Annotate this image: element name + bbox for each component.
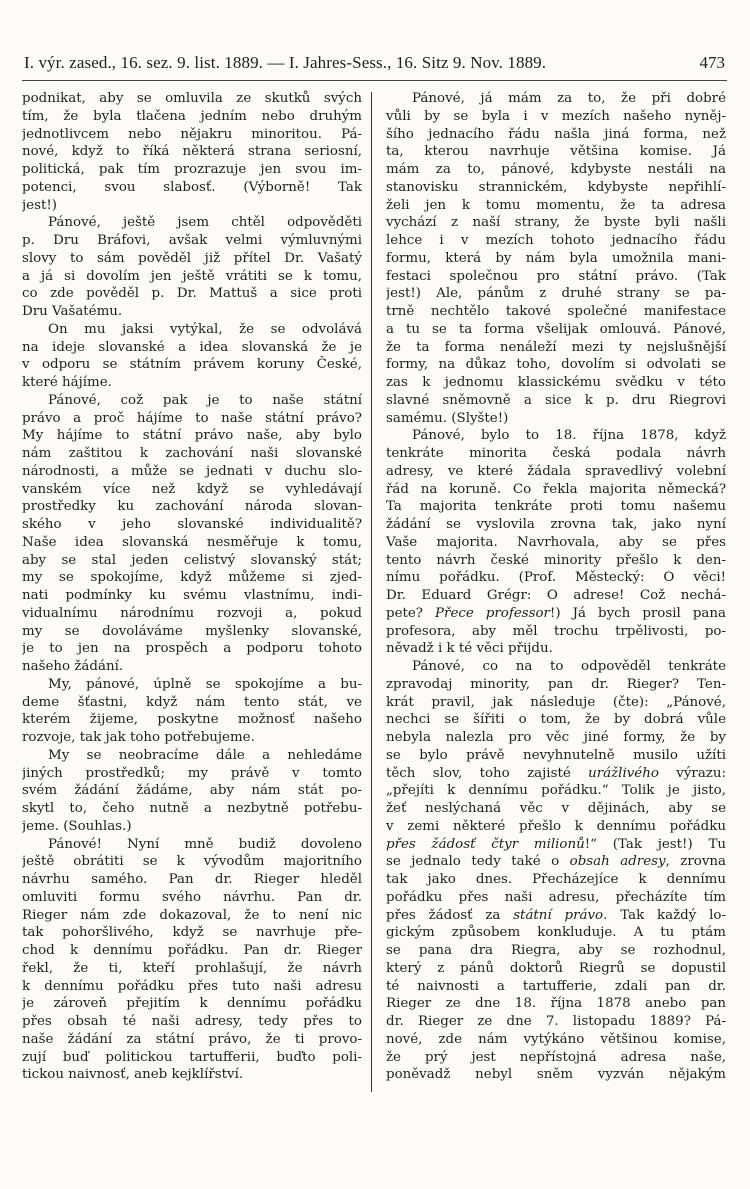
text-line: je zároveň přejitím k dennímu pořádku [22,996,362,1012]
text-segment: se jednalo tedy také o [386,854,570,870]
text-line: a já si dovolím jen ještě vrátiti se k tomu, [22,268,362,284]
text-line [386,853,726,871]
text-line: zují buď politickou tartufferii, buďto poli- [22,1049,362,1065]
text-line: slavné sněmovně a sice k p. dru Riegrovi [386,392,726,408]
text-line: se pana dra Riegra, aby se rozhodnul, [386,943,726,958]
text-line: Vaše majorita. Navrhovala, aby se přes [386,534,726,550]
text-line: tenkráte minorita česká podala návrh [386,446,726,461]
text-line: Pánové! Nyní mně budiž dovoleno [48,836,362,852]
text-line: rozvoje, tak jak toho potřebujeme. [22,730,255,745]
text-line: prostředky ku zachování národa slovan- [22,499,362,515]
text-line: kterém žijeme, poskytne možnosť našeho [22,712,362,728]
text-segment: , zrovna [665,854,726,870]
text-segment: výrazu: [658,765,726,781]
text-line: tak jako dnes. Přecházejíce k dennímu [386,872,726,887]
text-line: šího jednacího řádu našla jiná forma, než [386,126,726,142]
text-segment: přes žádosť za [386,907,514,923]
text-line: podnikat, aby se omluvila ze skutků svých [22,91,362,106]
text-line: formu, která by nám byla umožnila mani- [386,250,726,266]
text-line: národnosti, a může se jednati v duchu slo- [22,463,362,479]
text-line: my se dovoláváme myšlenky slovanské, [22,623,362,639]
page-number: 473 [699,53,725,72]
text-line: jest!) [22,197,57,213]
text-line: Naše idea slovanská nesměřuje k tomu, [22,534,362,550]
text-line: festaci společnou pro státní právo. (Tak [386,268,726,284]
text-line: nímu pořádku. (Prof. Městecký: O věci! [386,570,726,586]
right-column [386,90,726,1084]
text-line: my se spokojíme, když můžeme si zjed- [22,570,362,586]
header-rule [22,80,727,81]
text-line: svém žádání žádáme, aby nám stát po- [22,783,362,799]
text-line: Pánové, bylo to 18. října 1878, když [412,428,726,444]
text-line: jednotlivcem nebo nějakru minoritou. Pá- [22,126,362,142]
text-segment: !“ (Tak jest!) Tu [584,836,726,852]
text-line: které hájíme. [22,375,112,390]
text-line: lehce i v mezích tohoto jednacího řádu [386,233,726,248]
text-line: Dr. Eduard Grégr: O adrese! Což nechá- [386,588,726,603]
text-line: pořádku přes naši adresu, přecházíte tím [386,889,726,905]
text-line: nové, když to říká některá strana seriosní, [22,144,362,160]
text-line: ského v jeho slovanské individualitě? [22,517,362,532]
text-line: potenci, svou slabosť. (Výborně! Tak [22,179,362,195]
text-line: deme šťastni, když nám tento stát, ve [22,694,362,710]
text-line: nechci se šířiti o tom, že by dobrá vůle [386,712,726,728]
text-line: Rieger nám zde dokazoval, že to není nic [22,907,362,923]
italic-text: přes žádosť čtyr milionů [386,836,585,852]
text-segment: pete? [386,605,436,621]
text-line: Pánové, já mám za to, že při dobré [412,91,726,106]
text-line: v zemi některé přešlo k dennímu pořádku [386,818,726,834]
text-line: nové, zde nám vytýkáno většinou komise, [386,1031,726,1047]
text-line: jest!) Ale, pánům z druhé strany se pa- [386,286,726,302]
text-line: krát pravil, jak následuje (čte): „Pánové, [386,694,726,710]
text-line: vanském více než když se vyhledávají [22,481,362,497]
text-line: zpravodaj minority, pan dr. Rieger? Ten- [386,676,726,692]
text-line: aby se stal jeden celistvý slovanský stát; [22,552,362,568]
text-line: řekl, že ti, kteří prohlašují, že návrh [22,960,362,976]
text-line: vidualnímu národnímu rozvoji a, pokud [22,605,362,621]
text-line: řád na koruně. Co řekla majorita německá? [386,481,726,497]
text-line: profesora, aby měl trochu trpělivosti, po- [386,623,726,639]
text-line: Pánové, co na to odpověděl tenkráte [412,659,726,674]
text-line: dr. Rieger ze dne 7. listopadu 1889? Pá- [386,1014,726,1029]
text-line: na ideje slovanské a idea slovanská že je [22,339,362,355]
text-line [386,907,726,925]
text-line: chod k dennímu pořádku. Pan dr. Rieger [22,943,362,958]
text-line: přes obsah té naši adresy, tedy přes to [22,1014,362,1029]
text-line: tento návrh české minority přešlo k den- [386,552,726,568]
text-line: nebyla nalezla pro věc jiné formy, že by [386,730,726,745]
text-line: p. Dru Bráfovi, avšak velmi výmluvnými [22,233,362,248]
text-segment: . Tak každý lo- [603,907,726,923]
text-segment: !) Já bych prosil pana [549,605,726,621]
text-line [386,836,726,854]
text-line: gickým způsobem konkluduje. A tu ptám [386,925,726,941]
text-line: Rieger ze dne 18. října 1878 anebo pan [386,996,726,1012]
header-title: I. výr. zased., 16. sez. 9. list. 1889. — I. Jahres-Sess., 16. Sitz 9. Nov. 1889. [24,53,547,72]
text-line: žeť neslýchaná věc v dějinách, aby se [386,801,726,816]
text-line: My hájíme to státní právo naše, aby bylo [22,428,362,444]
text-line: Pánové, ještě jsem chtěl odpověděti [48,215,362,231]
text-line: samému. (Slyšte!) [386,410,509,426]
text-line: nám zaštitou k zachování naši slovanské [22,446,362,461]
text-line: nati podmínky ku svému vlastnímu, indi- [22,588,362,603]
text-line: je to jen na prospěch a podporu tohoto [22,641,362,657]
italic-text: státní právo [513,907,604,923]
text-line: a tu se ta forma všelijak omlouvá. Pánové, [386,321,726,337]
text-line: k dennímu pořádku přes tuto naši adresu [22,978,362,994]
text-line: právo a proč hájíme to naše státní právo? [22,410,362,426]
text-line: poněvadž nebyl sněm vyzván nějakým [386,1067,726,1083]
text-segment: těch slov, toho zajisté [386,765,589,781]
text-line: jeme. (Souhlas.) [22,818,132,834]
text-line: našeho žádání. [22,659,124,674]
text-line: co zde pověděl p. Dr. Mattuš a sice proti [22,286,362,302]
text-line [386,605,726,623]
text-line: se bylo právě nevyhnutelně musilo užíti [386,747,726,763]
text-line: My, pánové, úplně se spokojíme a bu- [48,676,362,692]
text-line: ještě obrátiti se k vývodům majoritního [22,854,362,870]
left-column [22,90,362,1084]
text-line: mám za to, pánové, kdybyste nestáli na [386,162,726,177]
text-line: slovy to sám pověděl již přítel Dr. Vašatý [22,250,362,266]
text-line: želi jen k tomu momentu, že ta adresa [386,197,726,213]
text-line: adresy, ve které žádala spravedlivý volební [386,463,726,479]
text-line: zas k jednomu klassickému svědku v této [386,375,726,390]
italic-text: urážlivého [588,765,659,781]
text-line: tickou naivnosť, aneb kejklířství. [22,1067,244,1083]
text-line [386,765,726,783]
text-line: Dru Vašatému. [22,304,123,319]
text-line: žádání se vyslovila zrovna tak, jako nyní [386,517,726,532]
text-line: skytl to, čeho nutně a nezbytně potřebu- [22,801,362,816]
italic-text: Přece professor [435,605,550,621]
column-divider [371,92,372,1092]
text-line: který z pánů doktorů Riegrů se dopustil [386,960,726,976]
italic-text: obsah adresy [569,854,666,870]
text-line: že ta forma nenáleží mezi ty nejslušnější [386,339,726,355]
text-line: tak pohoršlivého, když se navrhuje pře- [22,925,362,941]
text-line: že prý jest nepřístojná adresa naše, [386,1049,726,1065]
text-line: My se neobracíme dále a nehledáme [48,747,362,763]
text-line: návrhu samého. Pan dr. Rieger hleděl [22,872,362,887]
text-line: vychází z naší strany, že byste byli našli [386,215,726,231]
text-line: trně nechtělo takové společné manifestace [386,304,726,319]
text-line: v odporu se státním právem koruny České, [22,357,362,373]
running-header [22,50,727,76]
text-line: Ta majorita tenkráte proti tomu našemu [386,499,726,515]
text-line: formy, na důkaz toho, dovolím si odvolati se [386,357,726,373]
text-line: On mu jaksi vytýkal, že se odvolává [48,321,362,337]
text-line: naše žádání za státní právo, že ti provo- [22,1031,362,1047]
text-line: ta, kterou navrhuje většina komise. Já [386,144,726,160]
text-line: tím, že byla tlačena jedním nebo druhým [22,108,362,124]
text-line: „přejíti k dennímu pořádku.“ Tolik je jisto, [386,783,726,799]
text-line: politická, pak tím prozrazuje jen svou im- [22,162,362,177]
text-line: vůli by se byla i v mezích našeho nyněj- [386,108,726,124]
text-line: stanovisku strannickém, kdybyste nepřihlí- [386,179,726,195]
text-line: jiných prostředků; my právě v tomto [22,765,362,781]
text-line: něvadž i k té věci přijdu. [386,641,553,657]
text-line: Pánové, což pak je to naše státní [48,392,362,408]
text-line: omluviti formu svého návrhu. Pan dr. [22,889,362,905]
text-line: té naivnosti a tartufferie, zdali pan dr. [386,978,726,994]
